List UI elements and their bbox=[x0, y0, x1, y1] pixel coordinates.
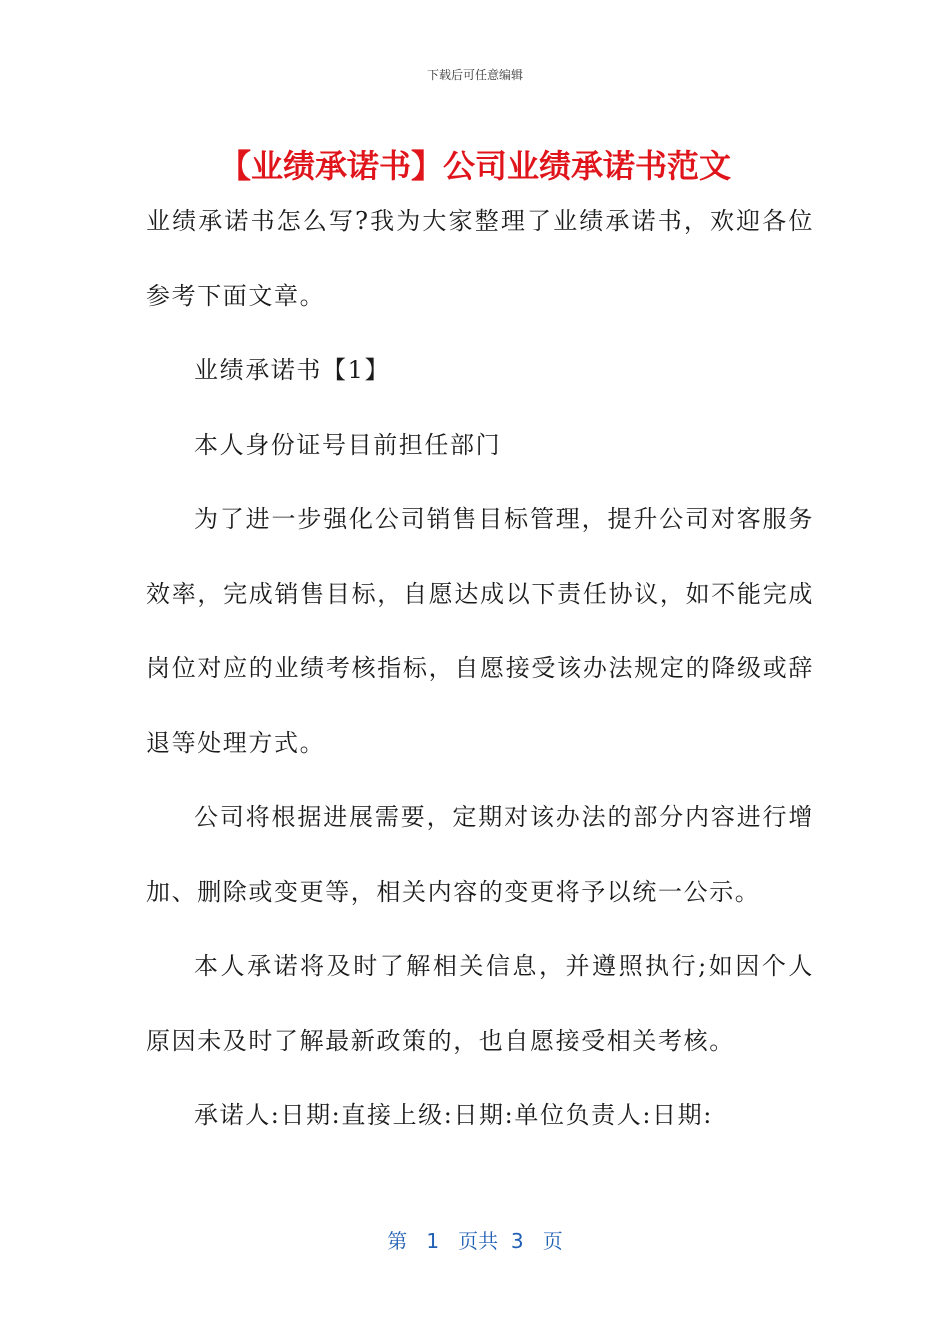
document-title: 【业绩承诺书】公司业绩承诺书范文 bbox=[218, 147, 731, 185]
paragraph: 本人承诺将及时了解相关信息，并遵照执行;如因个人原因未及时了解最新政策的，也自愿接受相关考核。 bbox=[146, 952, 814, 1055]
header-note: 下载后可任意编辑 bbox=[426, 68, 523, 82]
paragraph: 本人身份证号目前担任部门 bbox=[194, 430, 502, 459]
section-heading: 业绩承诺书【1】 bbox=[194, 356, 391, 384]
footer-label-of: 页共 bbox=[458, 1229, 499, 1253]
footer-current-page: 1 bbox=[426, 1229, 440, 1253]
paragraph: 业绩承诺书怎么写?我为大家整理了业绩承诺书，欢迎各位参考下面文章。 bbox=[146, 207, 814, 310]
paragraph: 公司将根据进展需要，定期对该办法的部分内容进行增加、删除或变更等，相关内容的变更将予以统一公示。 bbox=[146, 803, 814, 906]
footer-label-page: 第 bbox=[387, 1229, 408, 1253]
document-body bbox=[146, 184, 814, 1153]
page-footer bbox=[0, 1225, 950, 1254]
footer-total-pages: 3 bbox=[510, 1229, 524, 1253]
paragraph: 为了进一步强化公司销售目标管理，提升公司对客服务效率，完成销售目标，自愿达成以下责任协议，如不能完成岗位对应的业绩考核指标，自愿接受该办法规定的降级或辞退等处理方式。 bbox=[146, 505, 814, 757]
footer-label-end: 页 bbox=[542, 1229, 563, 1253]
signature-line: 承诺人:日期:直接上级:日期:单位负责人:日期: bbox=[194, 1101, 713, 1129]
